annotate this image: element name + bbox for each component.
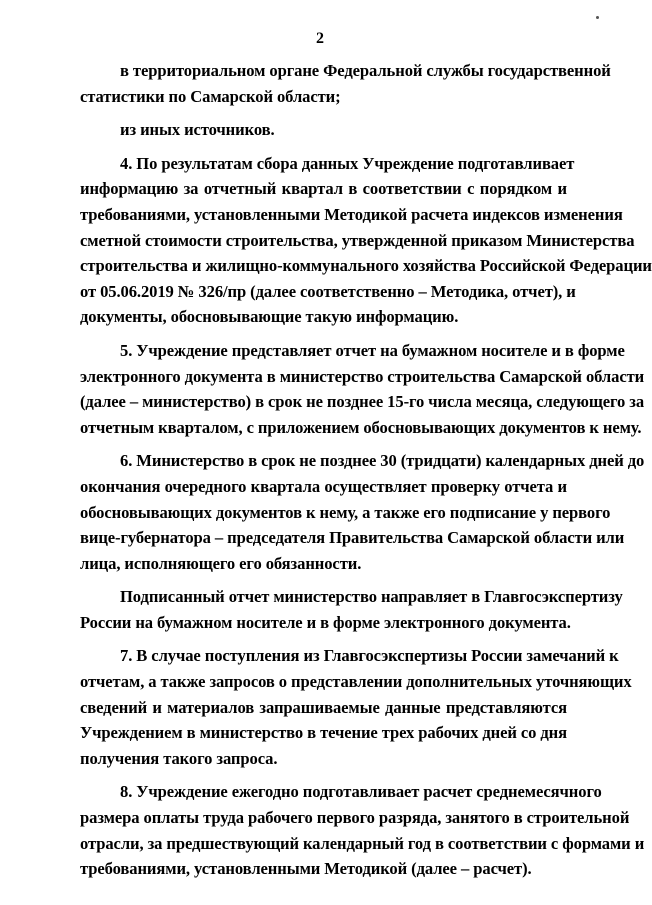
paragraph-1 <box>80 58 611 109</box>
text-line: 7. В случае поступления из Главгосэкспертизы России замечаний к <box>120 646 619 666</box>
text-line: требованиями, установленными Методикой расчета индексов изменения <box>80 204 623 224</box>
paragraph-item-5 <box>80 338 645 440</box>
page-number: 2 <box>316 30 324 47</box>
text-line: 8. Учреждение ежегодно подготавливает расчет среднемесячного <box>120 782 602 802</box>
text-line: информацию за отчетный квартал в соответствии с порядком и <box>80 179 567 199</box>
paragraph-item-4 <box>80 151 652 330</box>
text-line: размера оплаты труда рабочего первого разряда, занятого в строительной <box>80 808 630 828</box>
text-line: отчетным кварталом, с приложением обосновывающих документов к нему. <box>80 417 642 437</box>
paragraph-item-8 <box>80 779 645 881</box>
text-line: статистики по Самарской области; <box>80 86 341 106</box>
text-line: строительства и жилищно-коммунального хозяйства Российской Федерации <box>80 256 652 276</box>
scan-mark <box>596 16 599 19</box>
text-line: сведений и материалов запрашиваемые данные представляются <box>80 697 567 717</box>
text-line: вице-губернатора – председателя Правительства Самарской области или <box>80 528 625 548</box>
document-body <box>80 58 652 882</box>
text-line: в территориальном органе Федеральной службы государственной <box>120 61 611 80</box>
text-line: России на бумажном носителе и в форме электронного документа. <box>80 612 571 632</box>
text-line: сметной стоимости строительства, утвержденной приказом Министерства <box>80 230 635 250</box>
paragraph-signed-report <box>80 584 623 635</box>
paragraph-item-6 <box>80 448 645 576</box>
text-line: Подписанный отчет министерство направляет в Главгосэкспертизу <box>120 587 623 607</box>
text-line: отрасли, за предшествующий календарный год в соответствии с формами и <box>80 833 645 853</box>
text-line: Учреждением в министерство в течение трех рабочих дней со дня <box>80 723 568 743</box>
text-line: отчетам, а также запросов о представлении дополнительных уточняющих <box>80 672 632 692</box>
text-line: получения такого запроса. <box>80 748 278 768</box>
text-line: из иных источников. <box>120 120 275 140</box>
paragraph-2 <box>80 117 567 143</box>
text-line: лица, исполняющего его обязанности. <box>80 553 362 573</box>
text-line: 6. Министерство в срок не позднее 30 (тридцати) календарных дней до <box>120 451 645 471</box>
text-line: (далее – министерство) в срок не позднее 15-го числа месяца, следующего за <box>80 392 645 412</box>
text-line: окончания очередного квартала осуществляет проверку отчета и <box>80 476 567 496</box>
text-line: от 05.06.2019 № 326/пр (далее соответственно – Методика, отчет), и <box>80 281 576 301</box>
text-line: документы, обосновывающие такую информацию. <box>80 307 459 327</box>
paragraph-item-7 <box>80 643 632 771</box>
text-line: 5. Учреждение представляет отчет на бумажном носителе и в форме <box>120 340 625 360</box>
text-line: требованиями, установленными Методикой (далее – расчет). <box>80 859 532 879</box>
text-line: 4. По результатам сбора данных Учреждение подготавливает <box>120 153 575 173</box>
text-line: электронного документа в министерство строительства Самарской области <box>80 366 645 386</box>
text-line: обосновывающих документов к нему, а также его подписание у первого <box>80 502 611 522</box>
